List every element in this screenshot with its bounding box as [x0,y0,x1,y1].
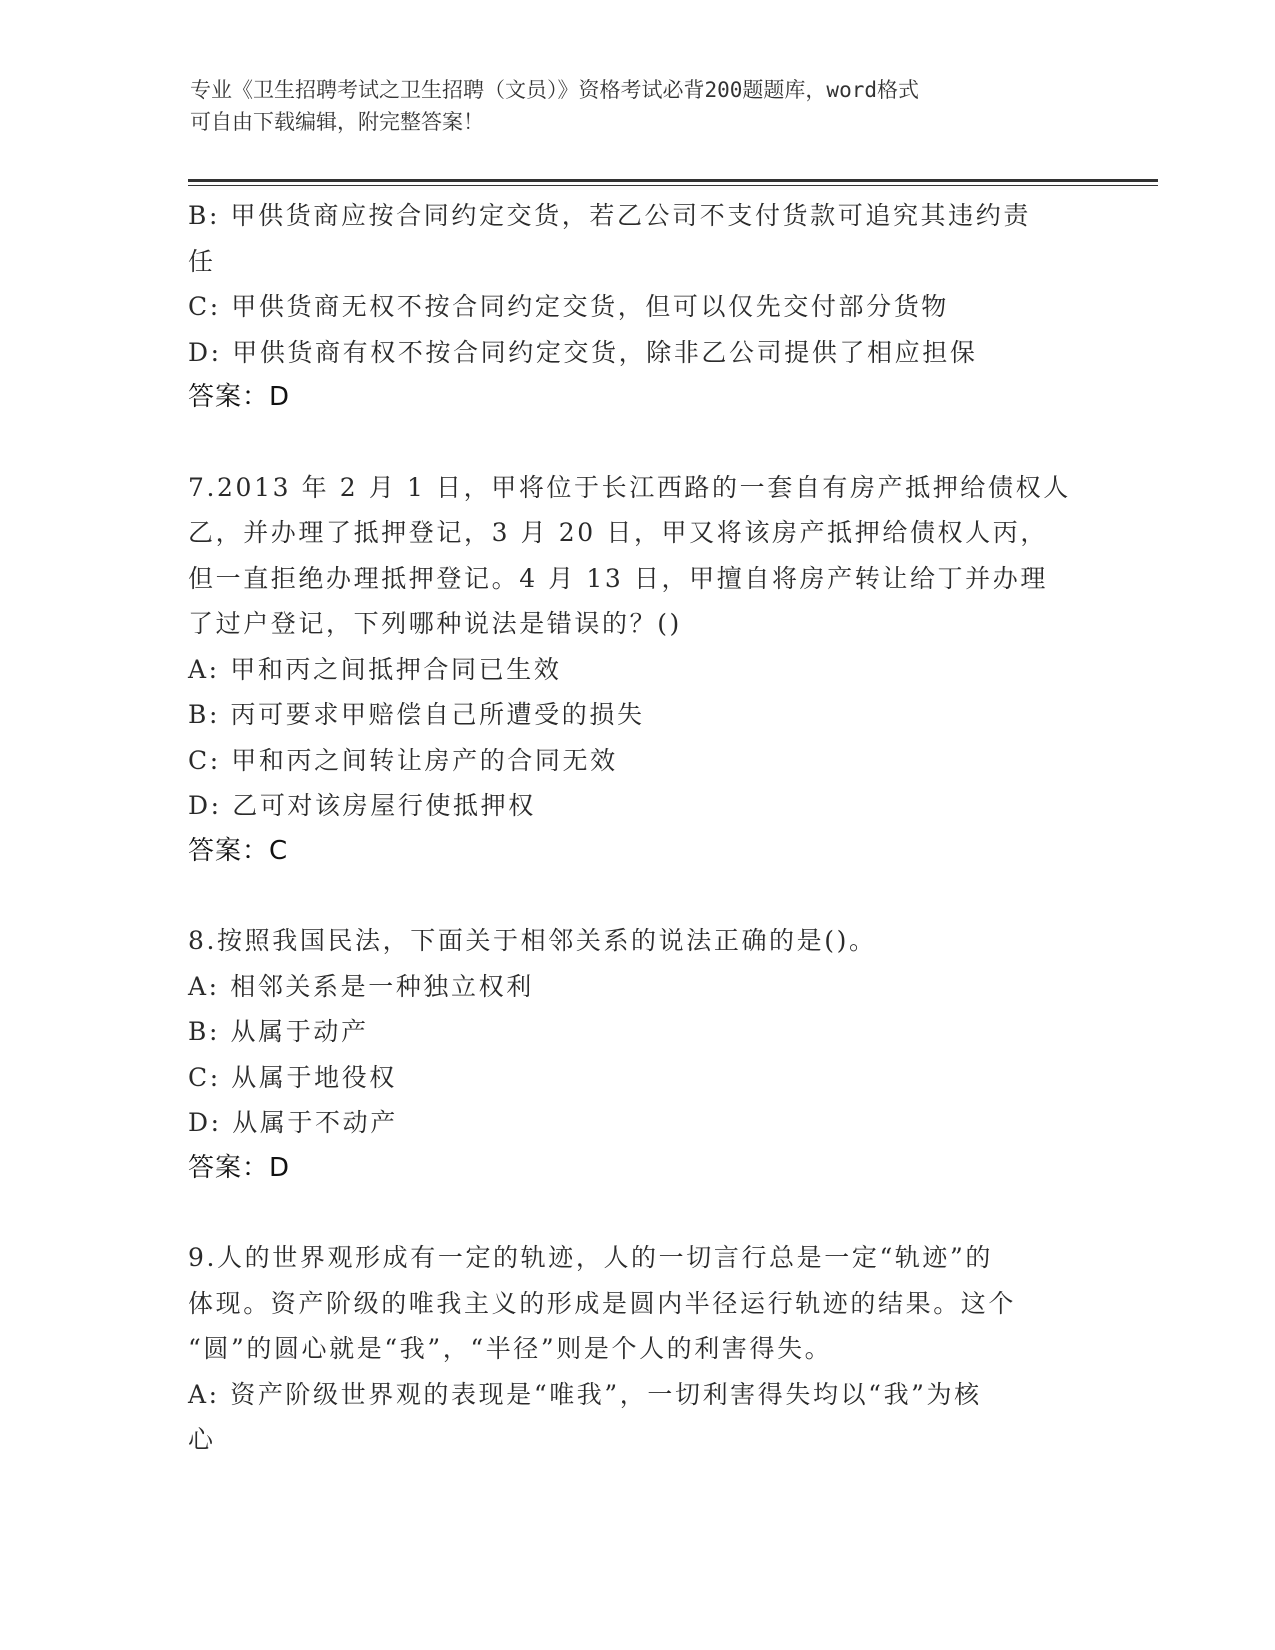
spacer [188,1191,1078,1235]
q7-stem-line2: 乙，并办理了抵押登记，3 月 20 日，甲又将该房产抵押给债权人丙， [188,518,1048,547]
q7-answer: 答案：C [188,835,289,866]
q8-stem: 8.按照我国民法，下面关于相邻关系的说法正确的是()。 [188,926,877,955]
q8-option-a: A: 相邻关系是一种独立权利 [188,971,534,1001]
document-header [190,74,1070,138]
q7-stem-line1: 7.2013 年 2 月 1 日，甲将位于长江西路的一套自有房产抵押给债权人 [188,472,1071,502]
document-body [188,193,1078,1463]
q8-option-d: D: 从属于不动产 [188,1108,398,1137]
header-line-2: 可自由下载编辑，附完整答案！ [190,110,484,134]
q8-option-b: B: 从属于动产 [188,1017,369,1046]
q8-option-c: C: 从属于地役权 [188,1062,397,1092]
q9-option-a-line2: 心 [188,1425,216,1454]
q9-stem-line2: 体现。资产阶级的唯我主义的形成是圆内半径运行轨迹的结果。这个 [188,1288,1017,1318]
question-9 [188,1235,1078,1463]
q7-option-b: B: 丙可要求甲赔偿自己所遭受的损失 [188,700,645,729]
q6-answer: 答案：D [188,382,291,412]
question-6-continued [188,193,1078,421]
q6-option-d: D: 甲供货商有权不按合同约定交货，除非乙公司提供了相应担保 [188,337,978,367]
q9-option-a-line1: A: 资产阶级世界观的表现是“唯我”，一切利害得失均以“我”为核 [188,1379,982,1409]
header-divider-thin [188,185,1158,186]
question-8 [188,918,1078,1191]
spacer [188,874,1078,918]
spacer [188,421,1078,465]
q7-option-d: D: 乙可对该房屋行使抵押权 [188,791,536,820]
q7-option-a: A: 甲和丙之间抵押合同已生效 [188,654,562,684]
question-7 [188,465,1078,875]
q8-answer: 答案：D [188,1152,291,1183]
q6-option-b-line2: 任 [188,246,216,276]
q7-stem-line4: 了过户登记，下列哪种说法是错误的？() [188,609,682,638]
header-divider-thick [188,179,1158,182]
q6-option-b-line1: B: 甲供货商应按合同约定交货，若乙公司不支付货款可追究其违约责 [188,201,1031,230]
q7-option-c: C: 甲和丙之间转让房产的合同无效 [188,745,618,775]
q6-option-c: C: 甲供货商无权不按合同约定交货，但可以仅先交付部分货物 [188,292,949,321]
q9-stem-line3: “圆”的圆心就是“我”，“半径”则是个人的利害得失。 [188,1334,833,1363]
q7-stem-line3: 但一直拒绝办理抵押登记。4 月 13 日，甲擅自将房产转让给丁并办理 [188,563,1048,593]
header-line-1: 专业《卫生招聘考试之卫生招聘（文员）》资格考试必背200题题库，word格式 [190,78,919,102]
q9-stem-line1: 9.人的世界观形成有一定的轨迹，人的一切言行总是一定“轨迹”的 [188,1243,994,1272]
